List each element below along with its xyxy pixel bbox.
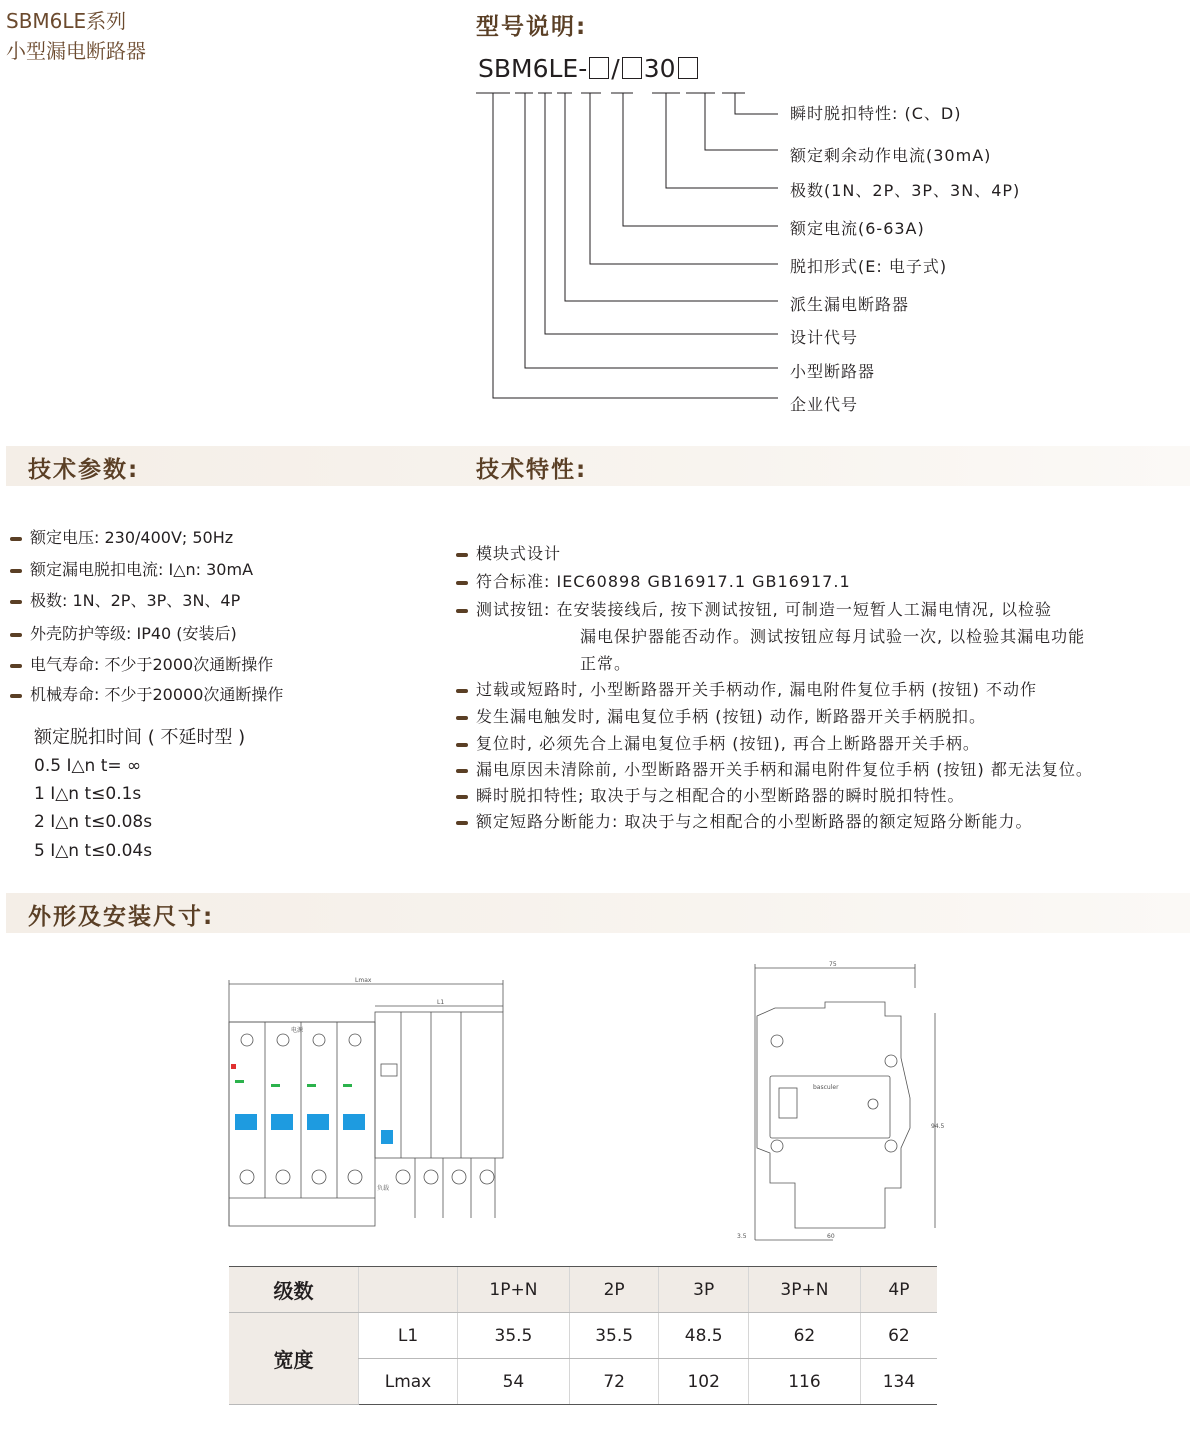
feature-item: 发生漏电触发时, 漏电复位手柄 (按钮) 动作, 断路器开关手柄脱扣。 xyxy=(456,704,986,727)
model-num: 30 xyxy=(643,54,676,83)
trip-line: 5 I△n t≤0.04s xyxy=(34,841,153,861)
col-3p: 3P xyxy=(659,1267,749,1313)
col-2p: 2P xyxy=(569,1267,659,1313)
table-cell: 35.5 xyxy=(458,1313,570,1359)
bullet-icon xyxy=(456,795,468,799)
feature-item: 符合标准: IEC60898 GB16917.1 GB16917.1 xyxy=(456,569,851,592)
param-item: 额定电压: 230/400V; 50Hz xyxy=(10,525,233,548)
table-cell: 35.5 xyxy=(569,1313,659,1359)
trip-title: 额定脱扣时间 ( 不延时型 ) xyxy=(34,727,246,748)
model-item-8: 小型断路器 xyxy=(790,362,876,381)
bullet-icon xyxy=(10,537,22,541)
feature-item: 额定短路分断能力: 取决于与之相配合的小型断路器的额定短路分断能力。 xyxy=(456,809,1032,832)
bullet-icon xyxy=(456,769,468,773)
load-label: 负载 xyxy=(377,1185,390,1192)
table-cell: 62 xyxy=(748,1313,860,1359)
model-tree-lines xyxy=(0,0,1200,420)
model-item-2: 额定剩余动作电流(30mA) xyxy=(790,146,992,165)
table-cell: 54 xyxy=(458,1359,570,1405)
feature-item: 过载或短路时, 小型断路器开关手柄动作, 漏电附件复位手柄 (按钮) 不动作 xyxy=(456,677,1037,700)
col-head-blank xyxy=(359,1267,458,1313)
table-cell: 72 xyxy=(569,1359,659,1405)
model-item-5: 脱扣形式(E: 电子式) xyxy=(790,257,948,276)
bullet-icon xyxy=(456,716,468,720)
basculer-label: basculer xyxy=(813,1084,839,1091)
bullet-icon xyxy=(456,743,468,747)
side-drawing xyxy=(735,958,945,1248)
row-label: Lmax xyxy=(359,1359,458,1405)
dimensions-table xyxy=(229,1266,937,1405)
table-cell: 102 xyxy=(659,1359,749,1405)
series-name: SBM6LE系列 xyxy=(6,9,127,33)
feature-item: 模块式设计 xyxy=(456,541,561,564)
w75-label: 75 xyxy=(829,961,837,968)
param-item: 极数: 1N、2P、3P、3N、4P xyxy=(10,588,240,611)
power-label: 电源 xyxy=(291,1027,304,1034)
model-title: 型号说明: xyxy=(476,14,588,40)
dimensions-title: 外形及安装尺寸: xyxy=(28,904,215,930)
param-item: 额定漏电脱扣电流: I△n: 30mA xyxy=(10,557,253,580)
row-head: 宽度 xyxy=(229,1313,359,1405)
feature-item: 瞬时脱扣特性; 取决于与之相配合的小型断路器的瞬时脱扣特性。 xyxy=(456,783,964,806)
bullet-icon xyxy=(10,694,22,698)
product-name: 小型漏电断路器 xyxy=(6,39,146,63)
bullet-icon xyxy=(456,581,468,585)
w35-label: 3.5 xyxy=(737,1233,747,1240)
feature-item: 测试按钮: 在安装接线后, 按下测试按钮, 可制造一短暂人工漏电情况, 以检验 xyxy=(456,597,1052,620)
model-prefix: SBM6LE- xyxy=(478,54,588,83)
model-sep: / xyxy=(611,54,620,83)
model-item-1: 瞬时脱扣特性: (C、D) xyxy=(790,104,962,123)
bullet-icon xyxy=(10,600,22,604)
h945-label: 94.5 xyxy=(931,1123,945,1130)
bullet-icon xyxy=(10,664,22,668)
col-4p: 4P xyxy=(860,1267,937,1313)
front-drawing xyxy=(225,972,515,1230)
col-1p-n: 1P+N xyxy=(458,1267,570,1313)
model-item-4: 额定电流(6-63A) xyxy=(790,219,925,238)
w60-label: 60 xyxy=(827,1233,835,1240)
table-header-row xyxy=(229,1267,937,1313)
lmax-label: Lmax xyxy=(355,977,372,984)
param-item: 机械寿命: 不少于20000次通断操作 xyxy=(10,682,283,705)
tech-params-title: 技术参数: xyxy=(28,457,140,483)
model-item-6: 派生漏电断路器 xyxy=(790,295,910,314)
param-item: 外壳防护等级: IP40 (安装后) xyxy=(10,621,237,644)
bullet-icon xyxy=(10,633,22,637)
feature-continuation: 漏电保护器能否动作。测试按钮应每月试验一次, 以检验其漏电功能 xyxy=(580,627,1086,646)
table-row xyxy=(229,1313,937,1359)
band-tech xyxy=(6,446,1190,486)
trip-line: 0.5 I△n t= ∞ xyxy=(34,756,142,776)
bullet-icon xyxy=(456,821,468,825)
col-head: 级数 xyxy=(229,1267,359,1313)
trip-line: 1 I△n t≤0.1s xyxy=(34,784,142,804)
trip-line: 2 I△n t≤0.08s xyxy=(34,812,153,832)
feature-item: 复位时, 必须先合上漏电复位手柄 (按钮), 再合上断路器开关手柄。 xyxy=(456,731,980,754)
bullet-icon xyxy=(456,689,468,693)
l1-label: L1 xyxy=(437,999,445,1006)
bullet-icon xyxy=(456,553,468,557)
bullet-icon xyxy=(456,609,468,613)
table-cell: 62 xyxy=(860,1313,937,1359)
param-item: 电气寿命: 不少于2000次通断操作 xyxy=(10,652,273,675)
tech-features-title: 技术特性: xyxy=(476,457,588,483)
model-item-3: 极数(1N、2P、3P、3N、4P) xyxy=(790,181,1021,200)
table-cell: 134 xyxy=(860,1359,937,1405)
model-item-7: 设计代号 xyxy=(790,328,859,347)
bullet-icon xyxy=(10,569,22,573)
row-label: L1 xyxy=(359,1313,458,1359)
feature-continuation: 正常。 xyxy=(580,654,632,673)
model-item-9: 企业代号 xyxy=(790,395,859,414)
table-cell: 116 xyxy=(748,1359,860,1405)
col-3p-n: 3P+N xyxy=(748,1267,860,1313)
feature-item: 漏电原因未清除前, 小型断路器开关手柄和漏电附件复位手柄 (按钮) 都无法复位。 xyxy=(456,757,1093,780)
table-cell: 48.5 xyxy=(659,1313,749,1359)
